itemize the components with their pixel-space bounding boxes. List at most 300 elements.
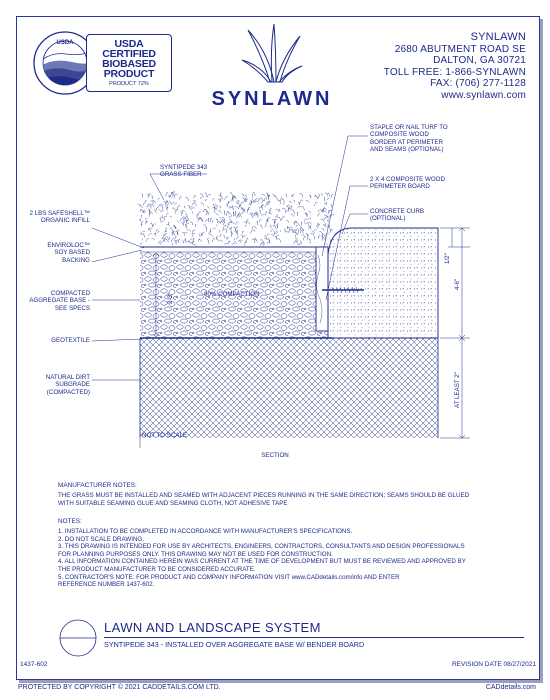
grass-fiber-stroke	[228, 237, 229, 240]
grass-fiber-stroke	[160, 217, 162, 219]
label-infill-line-2: ORGANIC INFILL	[40, 217, 90, 225]
grass-fiber-stroke	[172, 208, 176, 211]
grass-fiber-stroke	[146, 221, 148, 225]
grass-fiber-stroke	[324, 204, 327, 205]
grass-fiber-stroke	[286, 220, 289, 222]
grass-fiber-stroke	[155, 233, 156, 236]
grass-fiber-stroke	[216, 208, 217, 209]
grass-fiber-stroke	[259, 219, 261, 222]
grass-fiber-stroke	[245, 195, 246, 198]
grass-fiber-stroke	[228, 213, 232, 217]
grass-fiber-stroke	[231, 232, 232, 235]
grass-fiber-stroke	[160, 219, 161, 221]
grass-fiber-stroke	[285, 211, 286, 214]
grass-fiber-stroke	[323, 211, 327, 213]
grass-fiber-stroke	[236, 237, 239, 239]
grass-fiber-stroke	[186, 213, 188, 216]
grass-fiber-stroke	[269, 201, 270, 204]
grass-fiber-stroke	[325, 215, 329, 219]
grass-fiber-stroke	[143, 234, 145, 238]
grass-fiber-stroke	[167, 224, 170, 226]
grass-fiber-stroke	[283, 203, 285, 204]
grass-fiber-stroke	[214, 211, 215, 214]
depth-label: 2-3"	[167, 292, 174, 304]
grass-fiber-stroke	[221, 198, 222, 201]
note-1: 1. INSTALLATION TO BE COMPLETED IN ACCORDANCE WITH MANUFACTURER'S SPECIFICATIONS.	[58, 528, 353, 535]
grass-fiber-stroke	[239, 240, 243, 241]
grass-fiber-stroke	[181, 223, 184, 226]
grass-fiber-stroke	[144, 210, 145, 212]
grass-fiber-stroke	[253, 192, 256, 196]
label-backing-line-2: SOY BASED	[54, 249, 90, 257]
grass-fiber-stroke	[173, 225, 175, 229]
company-address-1: 2680 ABUTMENT ROAD SE	[394, 43, 526, 55]
grass-fiber-stroke	[296, 223, 300, 226]
grass-fiber-stroke	[140, 206, 143, 208]
grass-fiber-stroke	[256, 199, 259, 201]
grass-fiber-stroke	[194, 195, 196, 198]
grass-fiber-stroke	[152, 196, 153, 199]
grass-fiber-stroke	[156, 207, 158, 210]
grass-fiber-stroke	[207, 238, 209, 240]
grass-fiber-stroke	[302, 235, 305, 236]
grass-fiber-stroke	[229, 216, 230, 218]
grass-fiber-stroke	[152, 239, 155, 241]
grass-fiber-stroke	[146, 206, 149, 207]
grass-fiber-stroke	[242, 209, 245, 213]
grass-fiber-stroke	[236, 201, 239, 203]
grass-fiber-stroke	[170, 228, 173, 232]
grass-fiber-stroke	[274, 219, 276, 224]
footer-revision: REVISION DATE 08/27/2021	[451, 661, 536, 668]
grass-fiber-stroke	[158, 210, 161, 213]
grass-fiber-stroke	[278, 217, 280, 220]
grass-fiber-stroke	[264, 238, 266, 240]
grass-fiber-stroke	[298, 202, 299, 205]
label-subgrade-line-2: SUBGRADE	[55, 381, 90, 389]
grass-fiber-stroke	[298, 206, 302, 208]
note-2: 2. DO NOT SCALE DRAWING.	[58, 535, 144, 543]
section-title: SECTION	[261, 452, 289, 459]
grass-fiber-stroke	[269, 208, 271, 210]
grass-fiber-stroke	[192, 203, 195, 205]
grass-fiber-stroke	[156, 229, 158, 231]
grass-fiber-stroke	[301, 206, 304, 210]
grass-fiber-stroke	[202, 232, 204, 236]
grass-fiber-stroke	[157, 198, 160, 199]
footer-site[interactable]: CADdetails.com	[485, 684, 536, 691]
grass-fiber-stroke	[147, 194, 150, 196]
grass-fiber-stroke	[193, 244, 197, 245]
title-main: LAWN AND LANDSCAPE SYSTEM	[104, 620, 321, 635]
grass-fiber-stroke	[222, 220, 225, 223]
grass-fiber-stroke	[216, 214, 219, 215]
grass-fiber-stroke	[262, 214, 265, 216]
grass-fiber-stroke	[158, 231, 160, 233]
grass-fiber-stroke	[239, 216, 240, 217]
grass-fiber-stroke	[170, 216, 172, 218]
grass-fiber-stroke	[198, 212, 201, 216]
grass-fiber-stroke	[176, 240, 178, 243]
grass-fiber-stroke	[187, 230, 191, 232]
grass-fiber-stroke	[220, 217, 221, 218]
grass-fiber-stroke	[191, 206, 193, 208]
grass-fiber-stroke	[225, 197, 229, 200]
label-staple-line-2: COMPOSITE WOOD	[370, 131, 429, 139]
grass-fiber-stroke	[241, 194, 244, 197]
grass-fiber-stroke	[205, 193, 207, 197]
grass-fiber-stroke	[166, 213, 168, 215]
grass-fiber-stroke	[319, 231, 322, 233]
usda-percent: PRODUCT 72%	[109, 81, 149, 87]
grass-fiber-stroke	[165, 201, 167, 205]
grass-fiber-stroke	[217, 206, 218, 207]
grass-fiber-stroke	[160, 243, 162, 245]
grass-fiber-stroke	[228, 224, 230, 228]
grass-fiber-stroke	[140, 234, 142, 236]
grass-fiber-stroke	[260, 225, 262, 229]
label-backing-line-3: BACKING	[62, 256, 90, 264]
grass-fiber-stroke	[166, 192, 168, 196]
grass-fiber-stroke	[275, 235, 279, 237]
grass-fiber-stroke	[309, 195, 311, 198]
grass-fiber-stroke	[201, 197, 203, 199]
grass-fiber-stroke	[167, 201, 169, 204]
grass-fiber-stroke	[205, 199, 207, 201]
grass-fiber-stroke	[331, 194, 334, 197]
grass-fiber-stroke	[295, 233, 297, 237]
label-geotextile: GEOTEXTILE	[51, 337, 90, 344]
grass-fiber-stroke	[266, 221, 269, 224]
grass-fiber-stroke	[162, 207, 163, 211]
grass-fiber-stroke	[297, 212, 298, 216]
company-name: SYNLAWN	[470, 31, 526, 43]
grass-fiber-stroke	[213, 228, 216, 229]
grass-fiber-stroke	[138, 204, 142, 205]
grass-fiber-stroke	[232, 197, 234, 201]
grass-fiber-stroke	[208, 240, 209, 244]
company-fax: FAX: (706) 277-1128	[430, 78, 526, 89]
grass-fiber-stroke	[179, 239, 180, 243]
label-infill	[20, 210, 90, 225]
manufacturer-note-2: WITH SUITABLE SEAMING GLUE AND SEAMING CLOTH, NOT ADHESIVE TAPE	[58, 499, 288, 507]
grass-fiber-stroke	[300, 200, 304, 205]
grass-fiber-stroke	[230, 207, 234, 211]
grass-fiber-stroke	[262, 194, 266, 196]
grass-fiber-stroke	[324, 208, 327, 210]
grass-fiber-stroke	[213, 221, 214, 223]
grass-fiber-stroke	[169, 237, 170, 240]
grass-fiber-stroke	[184, 206, 185, 208]
note-4-cont: THE PRODUCT MANUFACTURER TO BE CONSIDERED ACCURATE.	[58, 565, 256, 573]
grass-fiber-stroke	[220, 234, 222, 237]
grass-fiber-stroke	[169, 201, 170, 203]
grass-fiber-stroke	[321, 219, 325, 222]
grass-fiber-stroke	[272, 194, 275, 196]
grass-fiber-stroke	[151, 204, 154, 207]
grass-fiber-stroke	[171, 202, 174, 205]
company-address-2: DALTON, GA 30721	[433, 55, 526, 66]
note-3-cont: FOR PLANNING PURPOSES ONLY. THIS DRAWING MAY NOT BE USED FOR CONSTRUCTION.	[58, 550, 333, 558]
grass-fiber-stroke	[303, 237, 306, 241]
grass-fiber-stroke	[210, 218, 212, 222]
manufacturer-notes-heading: MANUFACTURER NOTES:	[58, 482, 137, 489]
grass-fiber-stroke	[232, 243, 235, 245]
grass-fiber-stroke	[201, 203, 204, 206]
grass-fiber-stroke	[269, 239, 271, 243]
grass-fiber-stroke	[164, 201, 167, 204]
grass-fiber-stroke	[263, 242, 264, 244]
grass-fiber-stroke	[317, 223, 319, 227]
grass-fiber-stroke	[222, 229, 224, 231]
grass-fiber-stroke	[286, 206, 289, 209]
grass-fiber-stroke	[146, 239, 149, 242]
grass-fiber-stroke	[185, 197, 189, 201]
grass-fiber-stroke	[247, 209, 249, 214]
grass-fiber-stroke	[292, 210, 295, 215]
dim-least-label: AT LEAST 2"	[454, 372, 461, 408]
grass-fiber-stroke	[153, 224, 156, 227]
grass-fiber-stroke	[308, 218, 309, 220]
grass-fiber-stroke	[324, 217, 326, 220]
label-board	[370, 176, 445, 191]
grass-fiber-stroke	[294, 241, 297, 244]
grass-fiber-stroke	[151, 223, 153, 227]
note-5: 5. CONTRACTOR'S NOTE: FOR PRODUCT AND COMPANY INFORMATION VISIT www.CADdetails.com/info AND ENTER	[58, 573, 400, 581]
grass-fiber-stroke	[188, 241, 191, 243]
grass-fiber-stroke	[145, 211, 146, 213]
grass-fiber-stroke	[266, 193, 268, 196]
grass-fiber-stroke	[141, 243, 142, 245]
label-grass-line-1: SYNTIPEDE 343	[160, 164, 208, 171]
grass-fiber-stroke	[148, 229, 151, 232]
grass-fiber-stroke	[253, 227, 256, 229]
grass-fiber-stroke	[159, 205, 162, 207]
grass-fiber-stroke	[275, 216, 277, 217]
note-5-cont: REFERENCE NUMBER 1437-602.	[58, 581, 155, 589]
dim-depth-label: 4-6"	[454, 278, 461, 290]
grass-fiber-stroke	[326, 244, 328, 246]
grass-fiber-stroke	[141, 224, 142, 226]
grass-fiber-stroke	[254, 230, 255, 232]
grass-fiber-stroke	[209, 234, 213, 236]
grass-fiber-stroke	[279, 209, 280, 211]
grass-fiber-stroke	[304, 219, 306, 222]
grass-fiber-stroke	[148, 204, 151, 205]
grass-fiber-stroke	[167, 207, 168, 211]
grass-fiber-stroke	[182, 210, 185, 212]
grass-fiber-stroke	[145, 218, 148, 220]
grass-fiber-stroke	[184, 232, 187, 233]
grass-fiber-stroke	[188, 205, 190, 209]
grass-fiber-stroke	[275, 209, 279, 212]
grass-fiber-stroke	[325, 193, 328, 196]
grass-fiber-stroke	[270, 210, 271, 214]
grass-fiber-stroke	[282, 208, 286, 210]
grass-fiber-stroke	[206, 227, 207, 231]
grass-fiber-stroke	[192, 242, 193, 244]
grass-fiber-stroke	[251, 230, 254, 234]
grass-fiber-stroke	[165, 239, 169, 242]
grass-fiber-stroke	[207, 207, 209, 209]
usda-line-2: CERTIFIED	[102, 48, 156, 60]
grass-fiber-stroke	[219, 230, 220, 232]
grass-fiber-stroke	[234, 227, 236, 230]
footer-ref: 1437-602	[20, 661, 48, 668]
grass-fiber-stroke	[284, 229, 285, 233]
grass-fiber-stroke	[216, 238, 219, 241]
grass-fiber-stroke	[318, 210, 319, 212]
grass-fiber-stroke	[286, 194, 287, 197]
label-staple	[370, 124, 448, 154]
grass-fiber-stroke	[207, 194, 211, 197]
grass-fiber-stroke	[220, 193, 221, 197]
grass-fiber-stroke	[216, 219, 217, 223]
grass-fiber-stroke	[148, 234, 152, 236]
grass-fiber-stroke	[205, 220, 209, 222]
grass-fiber-stroke	[237, 203, 240, 207]
grass-fiber-stroke	[318, 213, 321, 216]
grass-fiber-stroke	[172, 232, 176, 235]
label-aggregate	[20, 290, 90, 312]
grass-fiber-stroke	[166, 228, 167, 233]
grass-fiber-stroke	[329, 225, 330, 229]
grass-fiber-stroke	[191, 208, 195, 210]
grass-fiber-stroke	[267, 242, 270, 244]
grass-fiber-stroke	[243, 236, 246, 238]
grass-fiber-stroke	[310, 218, 311, 220]
concrete-curb	[328, 228, 438, 338]
grass-fiber-stroke	[318, 224, 320, 229]
general-notes	[58, 518, 528, 589]
grass-fiber-stroke	[224, 243, 228, 244]
grass-fiber-stroke	[193, 200, 196, 202]
grass-fiber-stroke	[295, 228, 298, 233]
grass-fiber-stroke	[288, 208, 290, 212]
label-staple-line-4: AND SEAMS (OPTIONAL)	[370, 146, 444, 154]
label-curb-line-2: (OPTIONAL)	[370, 215, 406, 223]
grass-fiber-stroke	[306, 201, 309, 203]
manufacturer-note-1: THE GRASS MUST BE INSTALLED AND SEAMED WITH ADJACENT PIECES RUNNING IN THE SAME DIRECTION; SEAMS SHOULD BE GLUED	[58, 492, 470, 499]
grass-fiber-stroke	[308, 223, 311, 225]
grass-fiber-stroke	[218, 199, 220, 202]
grass-fiber-stroke	[242, 231, 243, 234]
grass-fiber-stroke	[271, 234, 274, 236]
grass-fiber-stroke	[245, 241, 246, 245]
grass-fiber-stroke	[320, 209, 322, 212]
grass-fiber-stroke	[331, 204, 332, 207]
grass-fiber-stroke	[199, 240, 202, 242]
grass-fiber-stroke	[255, 201, 259, 203]
grass-fiber-stroke	[259, 199, 260, 201]
grass-fiber-stroke	[291, 206, 292, 210]
label-curb-line-1: CONCRETE CURB	[370, 208, 424, 215]
grass-fiber-stroke	[190, 239, 192, 241]
grass-fiber-stroke	[226, 205, 228, 208]
title-sub: SYNTIPEDE 343 - INSTALLED OVER AGGREGATE BASE W/ BENDER BOARD	[104, 640, 365, 649]
grass-fiber-stroke	[160, 221, 164, 222]
grass-fiber-stroke	[293, 200, 294, 203]
company-phone: TOLL FREE: 1-866-SYNLAWN	[383, 66, 526, 78]
grass-fiber-stroke	[327, 199, 330, 201]
grass-fiber-stroke	[235, 222, 239, 225]
grass-fiber-stroke	[309, 211, 311, 213]
title-rule	[104, 637, 524, 638]
grass-fiber-stroke	[218, 211, 221, 214]
grass-fiber-stroke	[225, 228, 226, 232]
grass-fiber-stroke	[213, 238, 215, 242]
grass-fiber-stroke	[288, 231, 290, 233]
grass-fiber-stroke	[203, 225, 206, 228]
grass-fiber-stroke	[174, 194, 178, 199]
grass-fiber-stroke	[198, 219, 200, 222]
company-website[interactable]: www.synlawn.com	[441, 89, 526, 101]
grass-fiber-stroke	[280, 197, 282, 201]
grass-fiber-stroke	[175, 203, 177, 205]
grass-fiber-stroke	[300, 227, 301, 231]
grass-fiber-stroke	[192, 233, 195, 236]
label-grass-line-2: GRASS FIBER	[160, 171, 202, 179]
grass-fiber-stroke	[177, 230, 179, 231]
subgrade-layer	[140, 338, 438, 438]
grass-fiber-stroke	[180, 218, 184, 221]
grass-fiber-stroke	[292, 194, 294, 197]
label-staple-line-1: STAPLE OR NAIL TURF TO	[370, 124, 448, 131]
grass-fiber-stroke	[183, 241, 184, 244]
label-board-line-1: 2 X 4 COMPOSITE WOOD	[370, 176, 445, 183]
note-3: 3. THIS DRAWING IS INTENDED FOR USE BY ARCHITECTS, ENGINEERS, CONTRACTORS, CONSULTANTS AND DESIGN PROFESSIONALS	[58, 543, 465, 551]
grass-fiber-stroke	[184, 240, 186, 244]
grass-fiber-stroke	[147, 221, 148, 223]
grass-fiber-stroke	[206, 213, 207, 215]
manufacturer-notes	[58, 482, 528, 507]
grass-fiber-stroke	[158, 241, 161, 244]
grass-fiber-stroke	[230, 192, 233, 196]
compaction-label: 90% COMPACTION	[204, 291, 260, 298]
grass-fiber-stroke	[154, 233, 155, 235]
grass-fiber-stroke	[321, 236, 324, 238]
grass-fiber-stroke	[286, 231, 288, 232]
grass-fiber-stroke	[210, 229, 211, 233]
grass-fiber-stroke	[321, 194, 323, 196]
grass-fiber-stroke	[226, 238, 227, 240]
grass-fiber-stroke	[304, 223, 306, 225]
grass-fiber-stroke	[171, 238, 175, 242]
grass-fiber-stroke	[267, 234, 269, 236]
usda-line-1: USDA	[114, 38, 144, 50]
grass-fiber-stroke	[216, 225, 217, 227]
grass-fiber-stroke	[314, 229, 316, 231]
grass-fiber-stroke	[230, 228, 232, 233]
grass-fiber-stroke	[177, 205, 181, 210]
grass-fiber-stroke	[291, 215, 294, 217]
grass-fiber-stroke	[265, 204, 269, 207]
grass-fiber-stroke	[241, 235, 243, 238]
label-aggregate-line-2: AGGREGATE BASE -	[29, 297, 90, 305]
grass-fiber-stroke	[238, 201, 240, 203]
label-grass	[160, 164, 207, 179]
footer-copyright: PROTECTED BY COPYRIGHT © 2021 CADDETAILS.COM LTD.	[18, 684, 221, 691]
grass-fiber-stroke	[164, 233, 167, 235]
grass-fiber-stroke	[192, 212, 193, 214]
usda-line-4: PRODUCT	[103, 68, 155, 80]
grass-fiber-stroke	[140, 209, 142, 212]
usda-seal-text: USDA	[56, 40, 74, 46]
grass-fiber-stroke	[322, 236, 323, 240]
note-4: 4. ALL INFORMATION CONTAINED HEREIN WAS CURRENT AT THE TIME OF DEVELOPMENT BUT MUST BE REVIEWED AND APPROVED BY	[58, 558, 466, 566]
grass-fiber-stroke	[142, 194, 143, 198]
perimeter-board	[316, 247, 328, 331]
